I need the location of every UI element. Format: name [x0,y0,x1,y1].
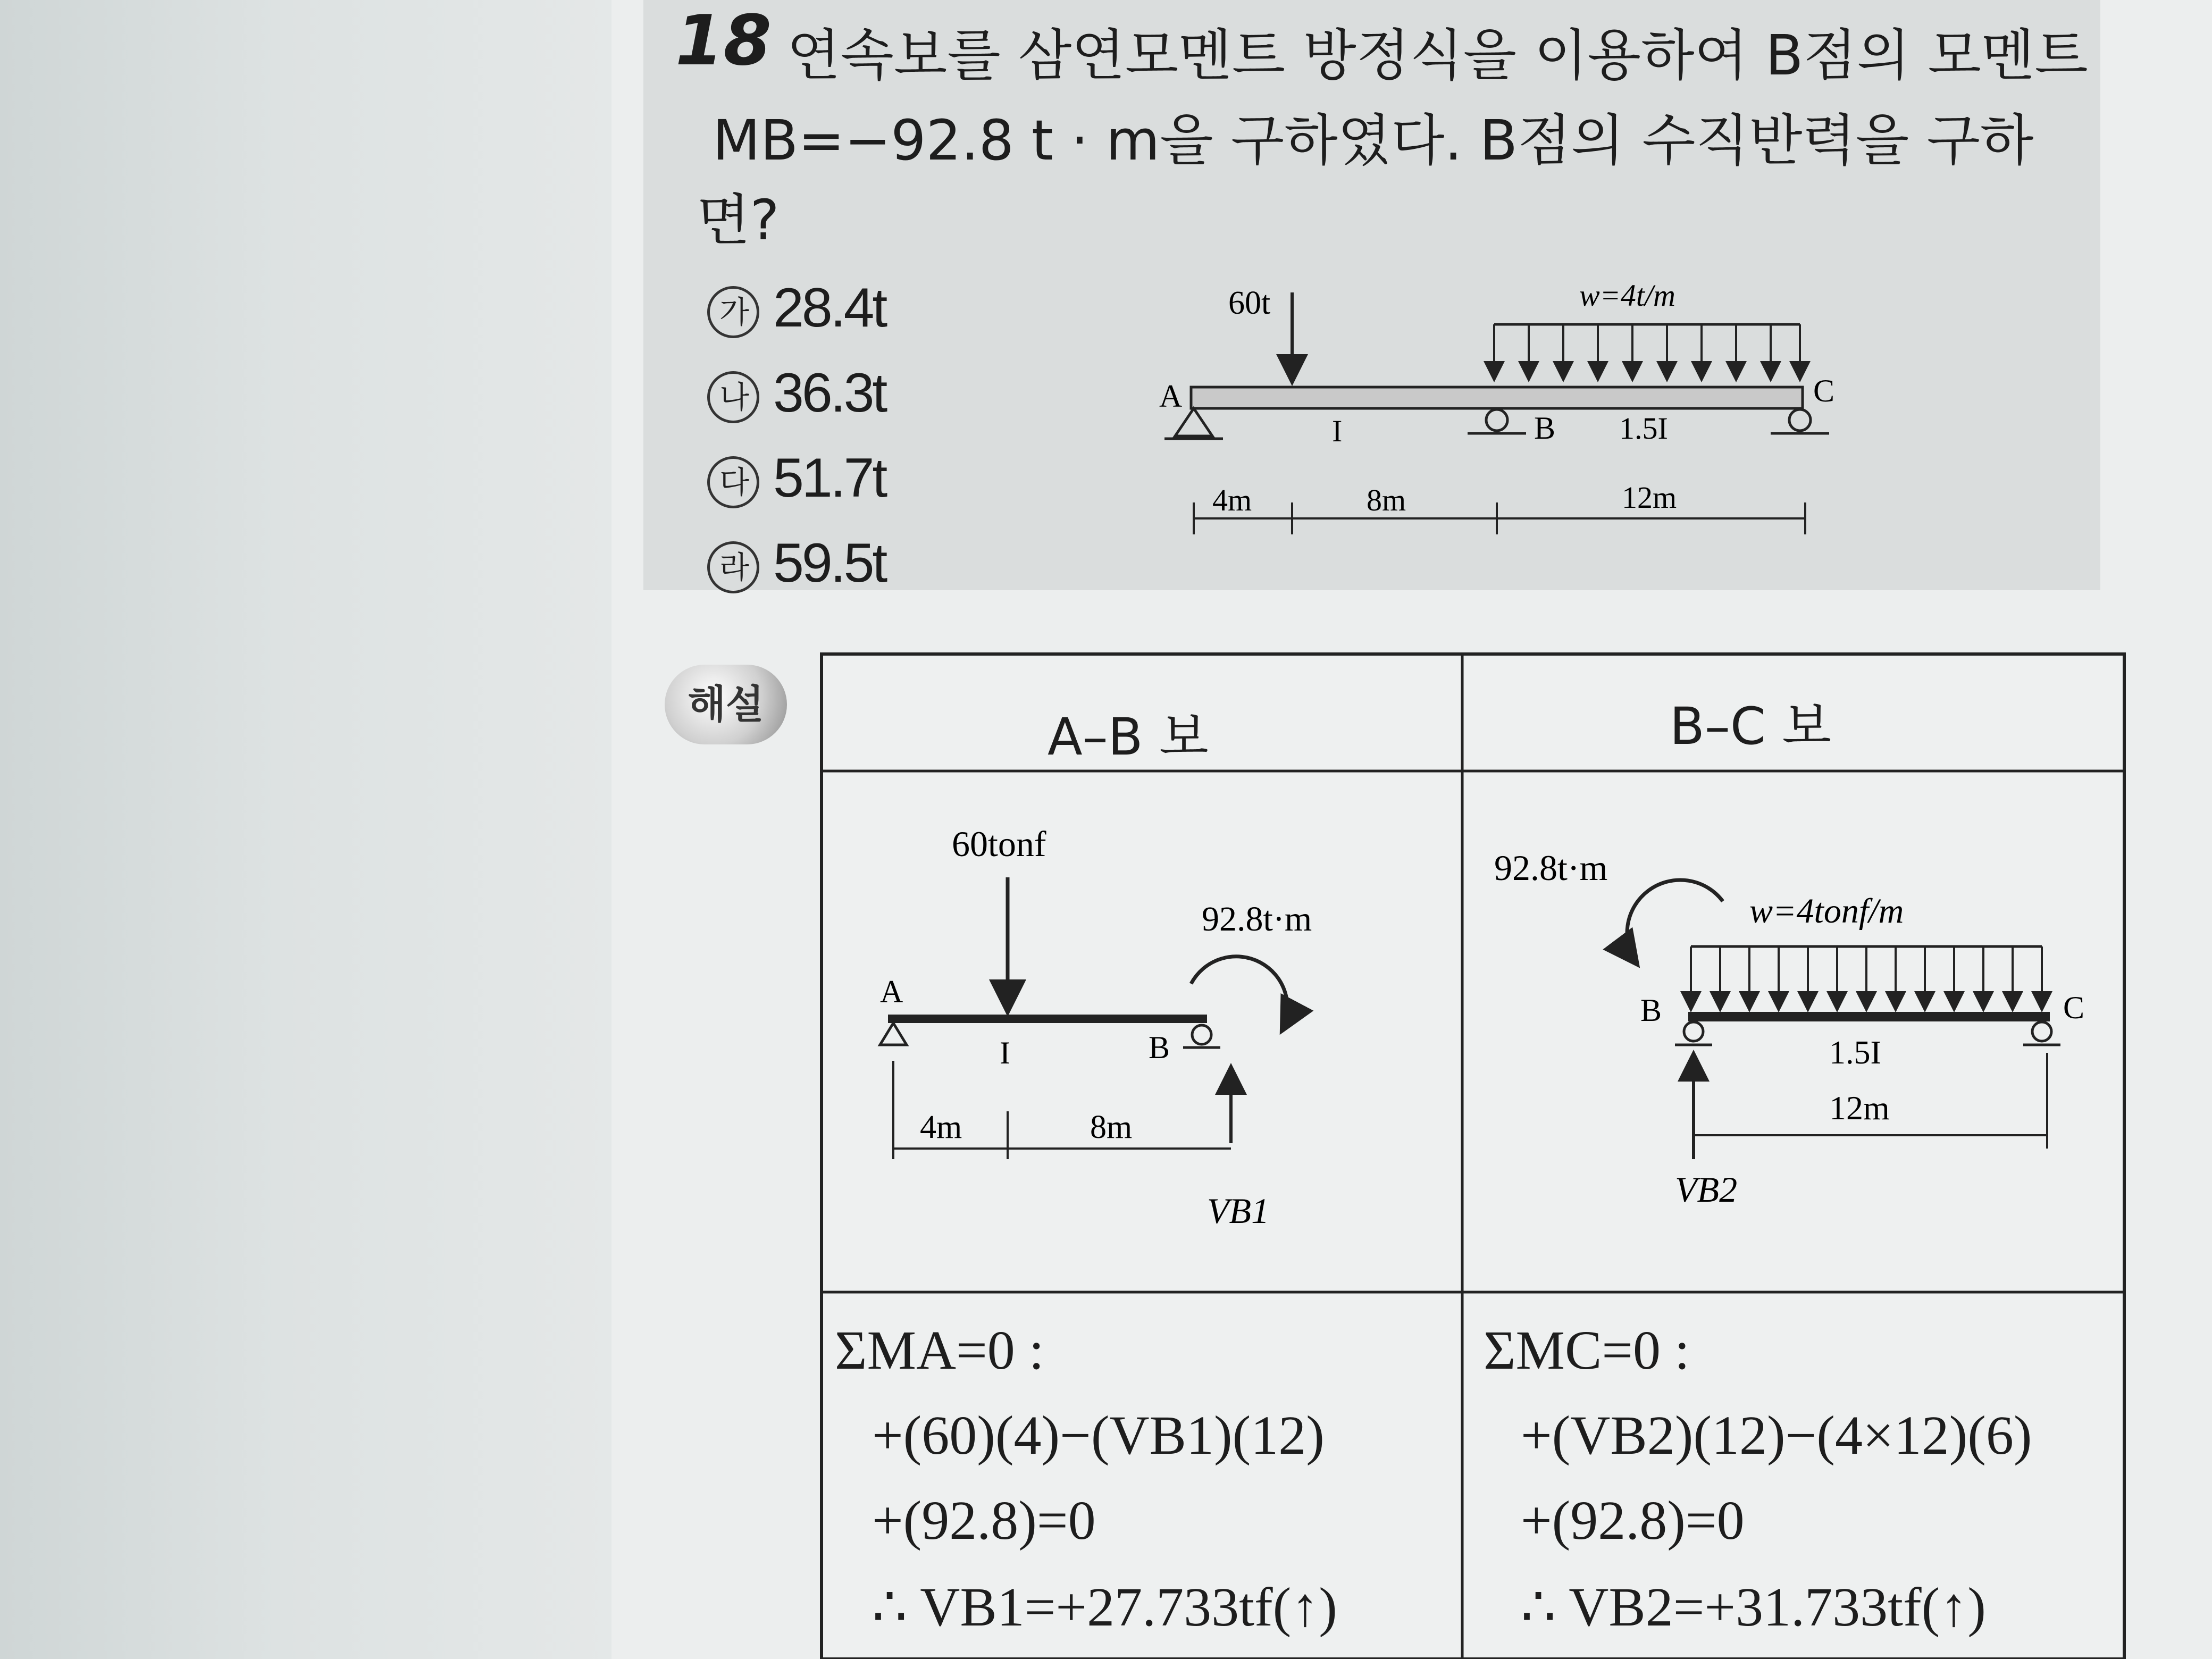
question-line-1: 연속보를 삼연모멘트 방정식을 이용하여 B점의 모멘트 [787,23,2088,88]
ab-label-a: A [880,974,903,1009]
bc-beam [1688,1012,2050,1021]
choice-text: 36.3t [773,362,886,424]
point-load-label: 60t [1228,285,1271,321]
ab-label-b: B [1149,1030,1170,1065]
choice-2[interactable] [707,362,885,425]
label-b: B [1534,410,1556,446]
beam-figure [1143,266,1888,564]
ab-support-a [880,1023,907,1045]
choice-3[interactable] [707,447,885,510]
bc-support-b [1684,1022,1703,1041]
inertia-bc: 1.5I [1619,411,1668,446]
ab-support-b [1192,1025,1211,1044]
beam [1191,387,1803,408]
eq-left-3: +(92.8)=0 [872,1490,1096,1551]
support-c-roller [1789,409,1811,431]
ab-label-i: I [1000,1035,1010,1070]
dist-load-label: w=4t/m [1579,278,1675,313]
eq-right-2: +(VB2)(12)−(4×12)(6) [1521,1405,2032,1466]
dim-12m: 12m [1622,480,1677,515]
question-number: 18 [675,0,772,81]
support-b-roller [1486,409,1507,431]
inertia-ab: I [1332,414,1343,448]
bc-label-b: B [1640,993,1662,1028]
eq-right-3: +(92.8)=0 [1521,1490,1745,1551]
col1-header: A–B 보 [1048,707,1209,767]
bc-inertia: 1.5I [1829,1035,1882,1071]
choice-marker: 가 [707,286,759,338]
eq-left-4: ∴ VB1=+27.733tf(↑) [872,1577,1337,1638]
choice-text: 28.4t [773,277,886,339]
col2-header: B–C 보 [1670,697,1832,756]
bc-dim-12m: 12m [1829,1089,1890,1127]
bc-label-c: C [2063,990,2085,1025]
label-c: C [1813,373,1835,408]
choice-4[interactable] [707,532,885,595]
bc-w-label: w=4tonf/m [1749,892,1904,931]
ab-reaction-label: VB1 [1207,1191,1270,1231]
dist-load-arrows [1494,324,1800,380]
bc-dist-load-arrows [1691,946,2042,1010]
label-a: A [1159,379,1183,414]
bc-moment-arrow [1627,880,1723,965]
bc-reaction-label: VB2 [1675,1169,1738,1210]
dim-8m: 8m [1367,483,1406,517]
eq-right-4: ∴ VB2=+31.733tf(↑) [1521,1577,1986,1638]
ab-moment-label: 92.8t·m [1202,900,1312,939]
page-edge [0,0,691,1659]
bc-moment-label: 92.8t·m [1494,848,1608,888]
eq-left-1: ΣMA=0 : [835,1320,1044,1381]
choice-marker: 다 [707,456,759,508]
ab-beam [888,1015,1207,1023]
solution-badge: 해설 [665,665,787,744]
choice-marker: 라 [707,541,759,593]
dim-4m: 4m [1212,483,1252,517]
bc-support-c [2032,1022,2051,1041]
question-line-2: MB=−92.8 t · m을 구하였다. B점의 수직반력을 구하 [713,108,2034,173]
ab-dim-8m: 8m [1090,1109,1133,1145]
eq-left-2: +(60)(4)−(VB1)(12) [872,1405,1325,1466]
bc-beam-diagram [1478,830,2106,1255]
ab-dim-4m: 4m [920,1109,962,1145]
ab-beam-diagram [851,798,1436,1260]
choice-1[interactable] [707,276,885,340]
choice-text: 51.7t [773,447,886,509]
choice-marker: 나 [707,371,759,423]
question-line-3: 면? [697,188,780,253]
choice-text: 59.5t [773,532,886,594]
eq-right-1: ΣMC=0 : [1484,1320,1690,1381]
ab-load-label: 60tonf [952,824,1046,864]
